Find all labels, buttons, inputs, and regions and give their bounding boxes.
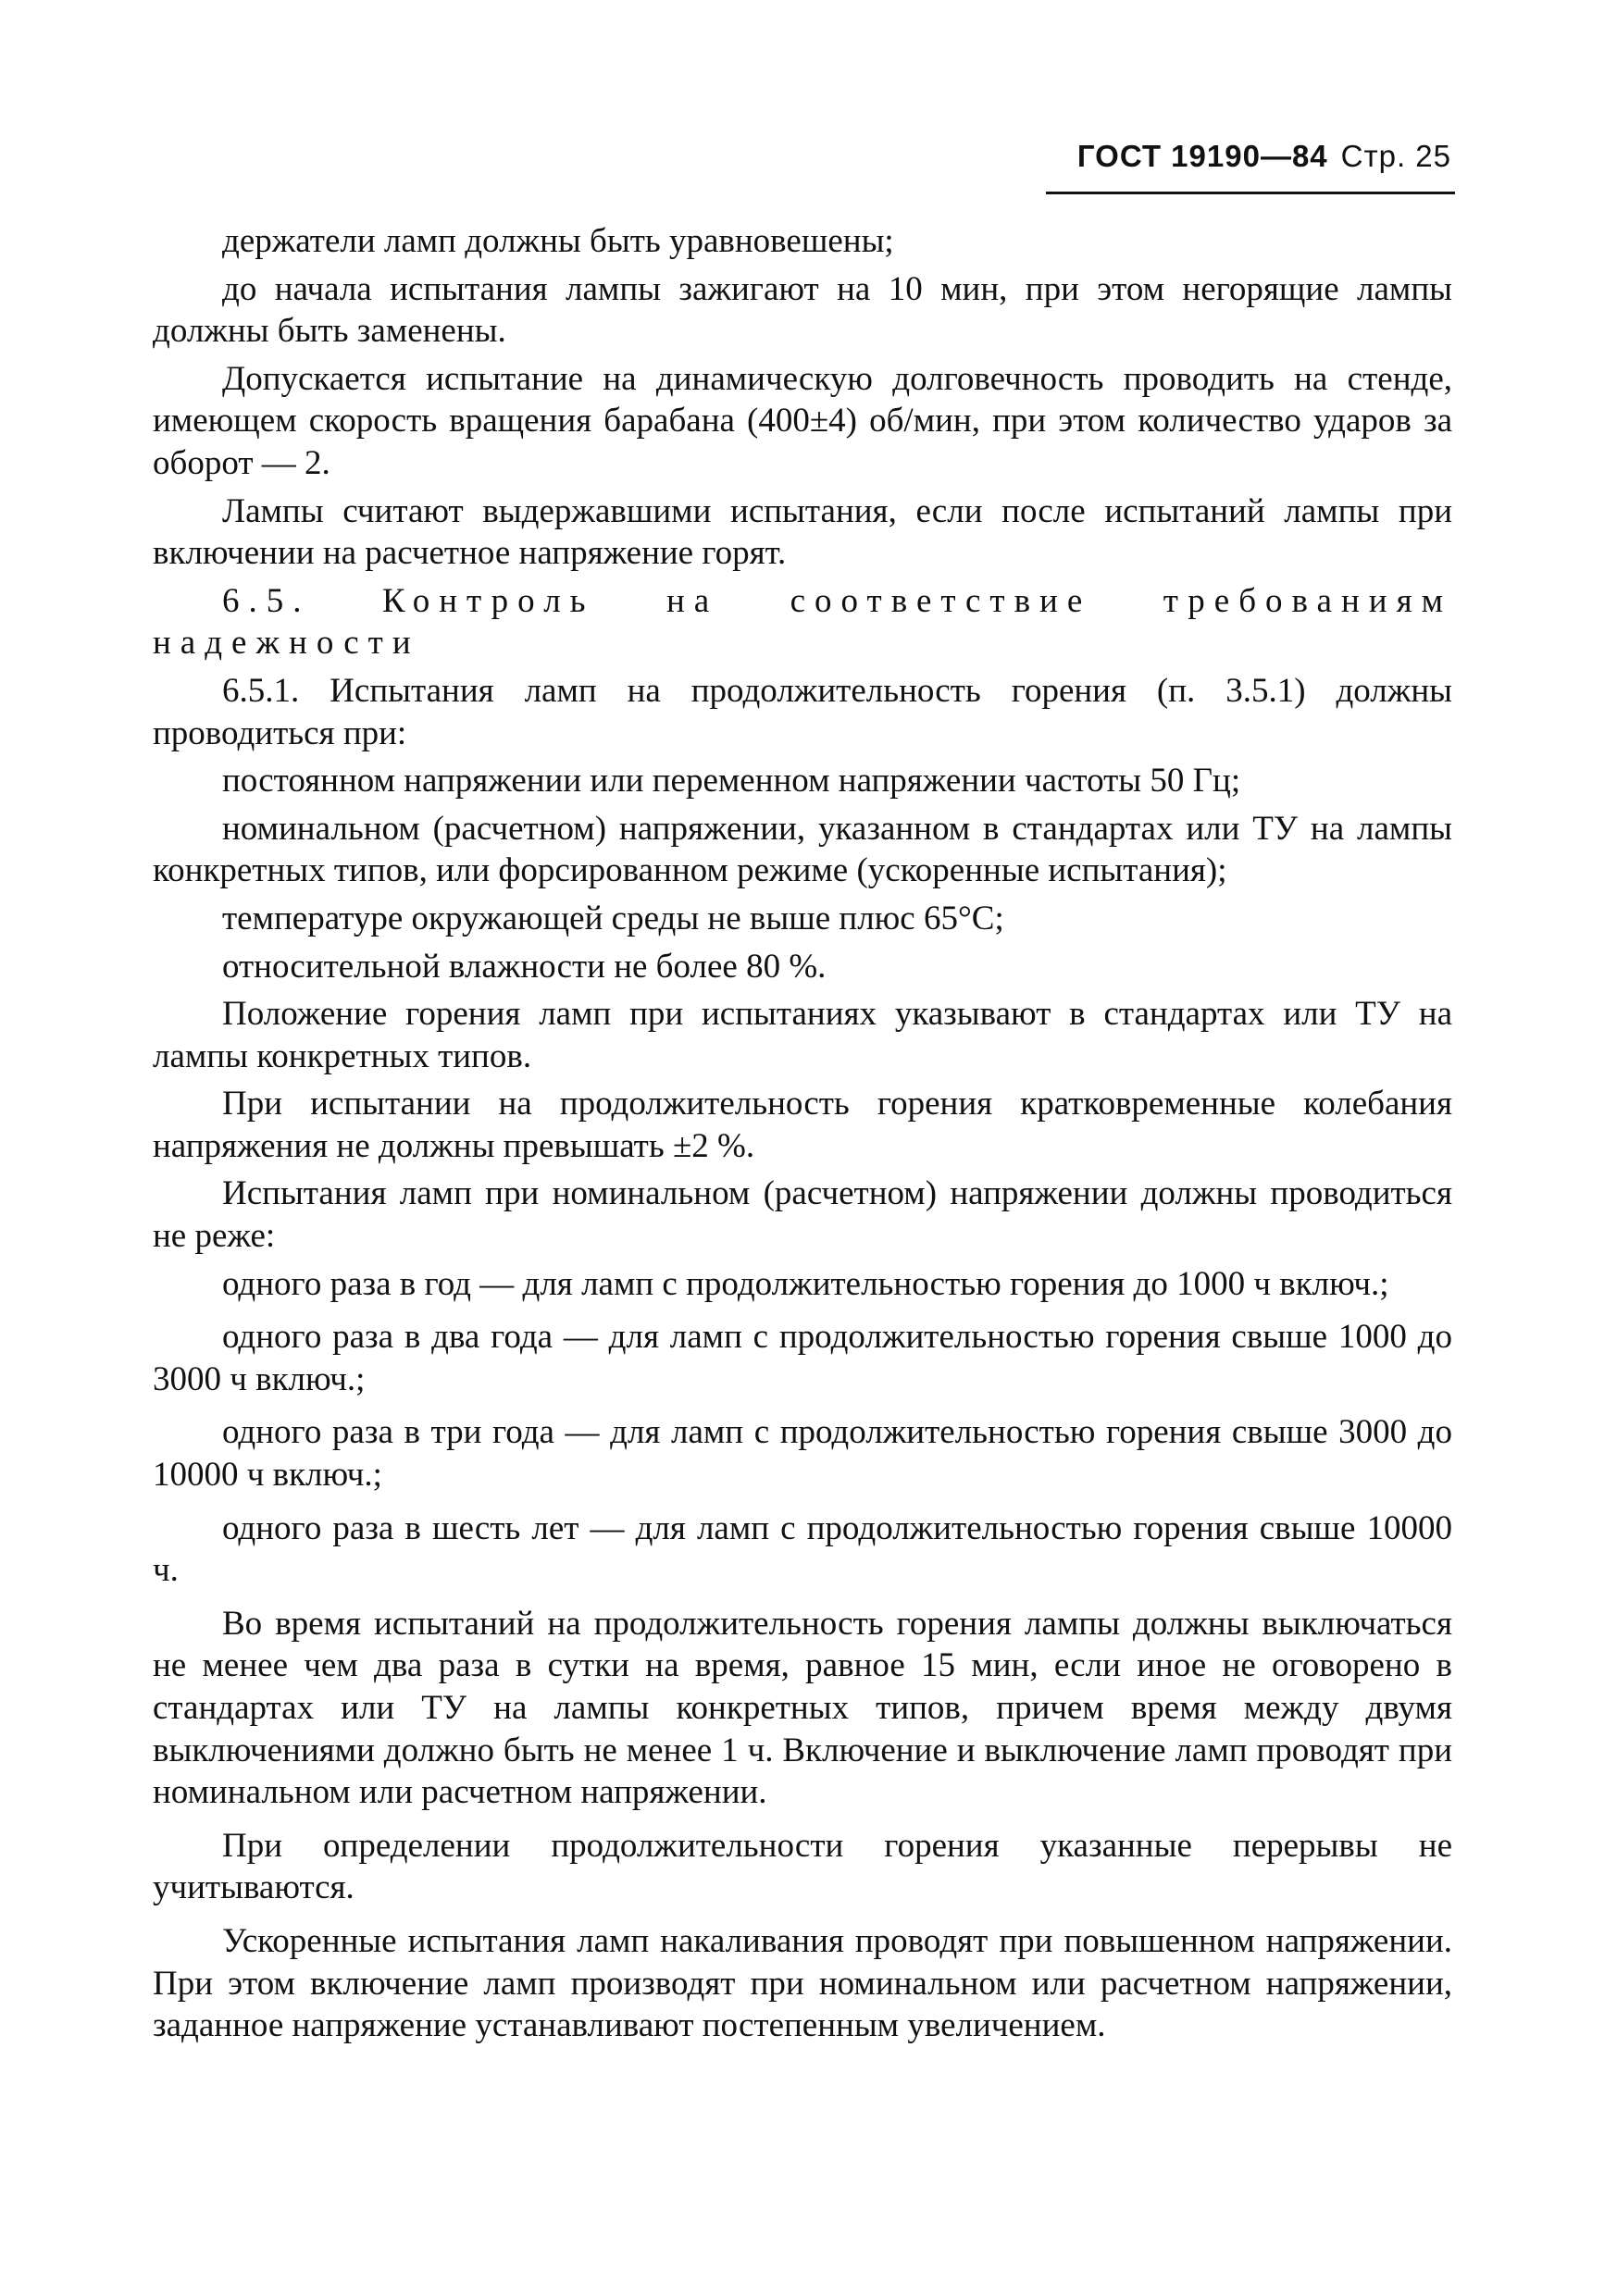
body-text [153,220,1452,2053]
paragraph: При определении продолжительности горения указанные перерывы не учитываются. [153,1826,1452,1907]
paragraph: до начала испытания лампы зажигают на 10 мин, при этом негорящие лампы должны быть заменены. [153,269,1452,351]
paragraph: одного раза в три года — для ламп с продолжительностью горения свыше 3000 до 10000 ч включ.; [153,1413,1452,1495]
paragraph: Испытания ламп при номинальном (расчетном) напряжении должны проводиться не реже: [153,1174,1452,1256]
paragraph: держатели ламп должны быть уравновешены; [222,222,894,260]
standard-number: ГОСТ 19190—84 [1076,139,1328,173]
paragraph: одного раза в год — для ламп с продолжительностью горения до 1000 ч включ.; [222,1264,1389,1303]
paragraph: При испытании на продолжительность горения кратковременные колебания напряжения не должны превышать ±2 %. [153,1085,1452,1165]
paragraph: Во время испытаний на продолжительность горения лампы должны выключаться не менее чем два раза в сутки на время, равное 15 мин, если иное не оговорено в стандартах или ТУ на лампы конкретных типов, причем время между двумя выключениями должно быть не менее 1 ч. Включение и выключение ламп проводят при номинальном или расчетном напряжении. [153,1604,1452,1812]
paragraph: Положение горения ламп при испытаниях указывают в стандартах или ТУ на лампы конкретных типов. [153,995,1452,1075]
paragraph: одного раза в два года — для ламп с продолжительностью горения свыше 1000 до 3000 ч включ.; [153,1318,1452,1398]
page-header [1037,139,1451,194]
header-rule [1046,192,1455,194]
paragraph: одного раза в шесть лет — для ламп с продолжительностью горения свыше 10000 ч. [153,1508,1452,1590]
paragraph: постоянном напряжении или переменном напряжении частоты 50 Гц; [222,762,1241,800]
paragraph: номинальном (расчетном) напряжении, указанном в стандартах или ТУ на лампы конкретных типов, или форсированном режиме (ускоренные испытания); [153,809,1452,890]
paragraph: Допускается испытание на динамическую долговечность проводить на стенде, имеющем скорость вращения барабана (400±4) об/мин, при этом количество ударов за оборот — 2. [153,359,1452,482]
paragraph: Лампы считают выдержавшими испытания, если после испытаний лампы при включении на расчетное напряжение горят. [153,491,1452,573]
paragraph: Ускоренные испытания ламп накаливания проводят при повышенном напряжении. При этом включение ламп производят при номинальном или расчетном напряжении, заданное напряжение устанавливают постепенным увеличением. [153,1921,1452,2045]
paragraph: 6.5.1. Испытания ламп на продолжительность горения (п. 3.5.1) должны проводиться при: [153,671,1452,752]
page-number: Стр. 25 [1340,139,1451,173]
paragraph: относительной влажности не более 80 %. [222,947,827,986]
paragraph: температуре окружающей среды не выше плюс 65°С; [222,899,1004,937]
section-heading: 6.5. Контроль на соответствие требованиям надежности [153,581,1452,663]
